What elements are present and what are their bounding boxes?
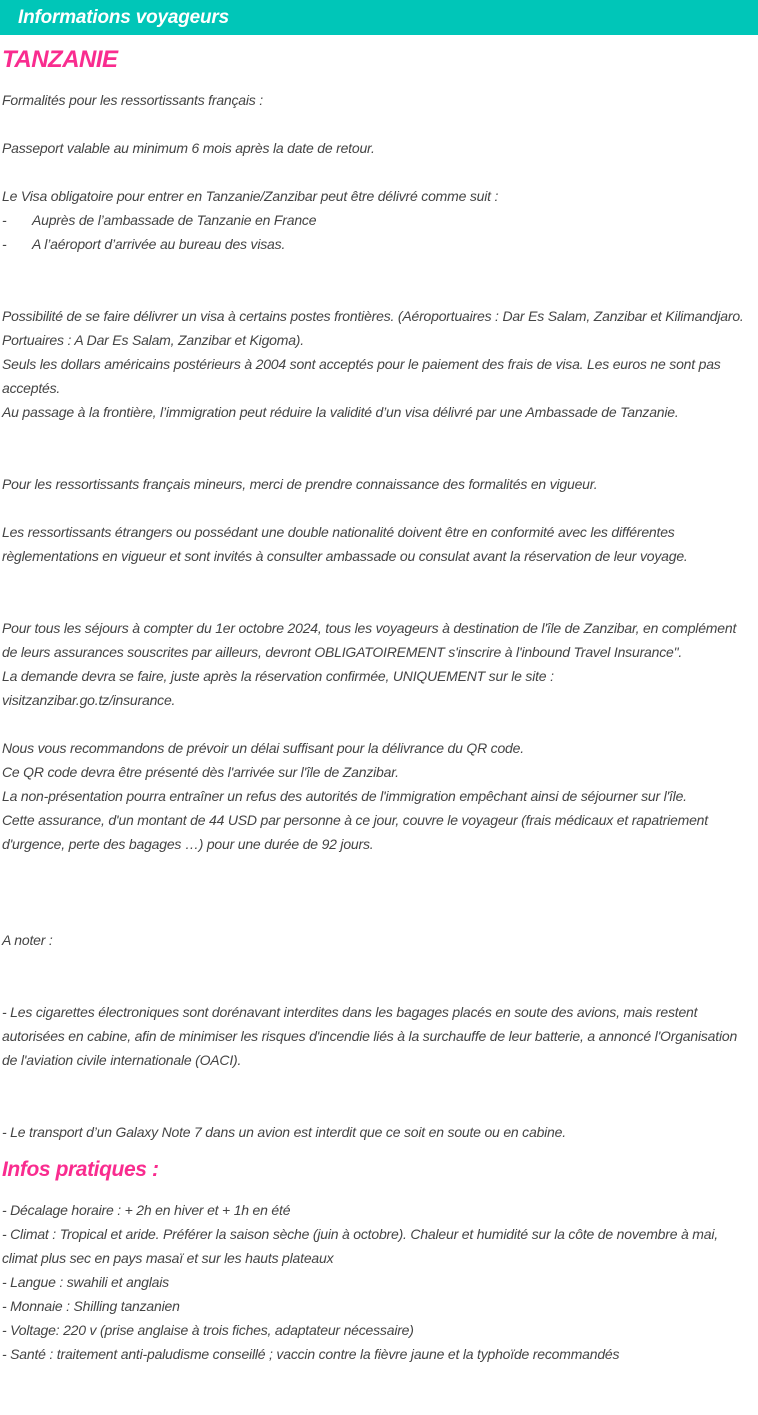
blank-line xyxy=(2,112,748,136)
blank-line xyxy=(2,1096,748,1120)
blank-line xyxy=(2,496,748,520)
paragraph: visitzanzibar.go.tz/insurance. xyxy=(2,692,176,708)
bullet-text: A l’aéroport d’arrivée au bureau des visas. xyxy=(32,236,286,252)
country-title: TANZANIE xyxy=(2,46,118,73)
paragraph: Le Visa obligatoire pour entrer en Tanzanie/Zanzibar peut être délivré comme suit : xyxy=(2,188,499,204)
blank-line xyxy=(2,1072,748,1096)
blank-line xyxy=(2,424,748,448)
header-title: Informations voyageurs xyxy=(18,6,229,28)
blank-line xyxy=(2,712,748,736)
blank-line xyxy=(2,160,748,184)
blank-line xyxy=(2,280,748,304)
paragraph: Au passage à la frontière, l’immigration peut réduire la validité d’un visa délivré par une Ambassade de Tanzanie. xyxy=(2,404,679,420)
paragraph: Nous vous recommandons de prévoir un délai suffisant pour la délivrance du QR code. xyxy=(2,740,524,756)
paragraph: Pour tous les séjours à compter du 1er octobre 2024, tous les voyageurs à destination de l'île de Zanzibar, en complément de leurs assurances souscrites par ailleurs, devront OBLIGATOIREMENT s'inscrire à l'inbound Travel Insurance". xyxy=(2,620,737,660)
header-bar xyxy=(0,0,758,35)
blank-line xyxy=(2,952,748,976)
paragraph: La demande devra se faire, juste après la réservation confirmée, UNIQUEMENT sur le site : xyxy=(2,668,554,684)
section-heading-infos-pratiques: Infos pratiques : xyxy=(2,1158,159,1181)
paragraph: Possibilité de se faire délivrer un visa à certains postes frontières. (Aéroportuaires : Dar Es Salam, Zanzibar et Kilimandjaro. Portuaires : A Dar Es Salam, Zanzibar et Kigoma). xyxy=(2,308,744,348)
paragraph: - Langue : swahili et anglais xyxy=(2,1274,169,1290)
blank-line xyxy=(2,856,748,880)
blank-line xyxy=(2,448,748,472)
paragraph-list xyxy=(2,88,748,1366)
paragraph: Formalités pour les ressortissants français : xyxy=(2,92,263,108)
paragraph: - Climat : Tropical et aride. Préférer la saison sèche (juin à octobre). Chaleur et humidité sur la côte de novembre à mai, climat plus sec en pays masaï et sur les hauts plateaux xyxy=(2,1226,718,1266)
blank-line xyxy=(2,568,748,592)
paragraph: Les ressortissants étrangers ou possédant une double nationalité doivent être en conformité avec les différentes règlementations en vigueur et sont invités à consulter ambassade ou consulat avant la réservation de leur voyage. xyxy=(2,524,688,564)
blank-line xyxy=(2,880,748,904)
paragraph: Passeport valable au minimum 6 mois après la date de retour. xyxy=(2,140,375,156)
blank-line xyxy=(2,904,748,928)
paragraph: Ce QR code devra être présenté dès l'arrivée sur l'île de Zanzibar. xyxy=(2,764,399,780)
paragraph: - Monnaie : Shilling tanzanien xyxy=(2,1298,180,1314)
bullet-text: Auprès de l’ambassade de Tanzanie en France xyxy=(32,212,317,228)
bullet-item xyxy=(2,232,748,256)
paragraph: La non-présentation pourra entraîner un refus des autorités de l'immigration empêchant ainsi de séjourner sur l'île. xyxy=(2,788,687,804)
bullet-dash: - xyxy=(2,212,7,228)
bullet-item xyxy=(2,208,748,232)
bullet-dash: - xyxy=(2,236,7,252)
blank-line xyxy=(2,976,748,1000)
document-content xyxy=(0,46,758,1366)
paragraph: - Voltage: 220 v (prise anglaise à trois fiches, adaptateur nécessaire) xyxy=(2,1322,414,1338)
paragraph: - Santé : traitement anti-paludisme conseillé ; vaccin contre la fièvre jaune et la typhoïde recommandés xyxy=(2,1346,620,1362)
paragraph: A noter : xyxy=(2,932,53,948)
blank-line xyxy=(2,592,748,616)
paragraph: Pour les ressortissants français mineurs, merci de prendre connaissance des formalités en vigueur. xyxy=(2,476,598,492)
paragraph: - Le transport d’un Galaxy Note 7 dans un avion est interdit que ce soit en soute ou en cabine. xyxy=(2,1124,566,1140)
blank-line xyxy=(2,256,748,280)
paragraph: - Les cigarettes électroniques sont dorénavant interdites dans les bagages placés en soute des avions, mais restent autorisées en cabine, afin de minimiser les risques d'incendie liés à la surchauffe de leur batterie, a annoncé l'Organisation de l'aviation civile internationale (OACI). xyxy=(2,1004,738,1068)
paragraph: Seuls les dollars américains postérieurs à 2004 sont acceptés pour le paiement des frais de visa. Les euros ne sont pas acceptés. xyxy=(2,356,721,396)
paragraph: - Décalage horaire : + 2h en hiver et + 1h en été xyxy=(2,1202,291,1218)
paragraph: Cette assurance, d'un montant de 44 USD par personne à ce jour, couvre le voyageur (frais médicaux et rapatriement d'urgence, perte des bagages …) pour une durée de 92 jours. xyxy=(2,812,708,852)
